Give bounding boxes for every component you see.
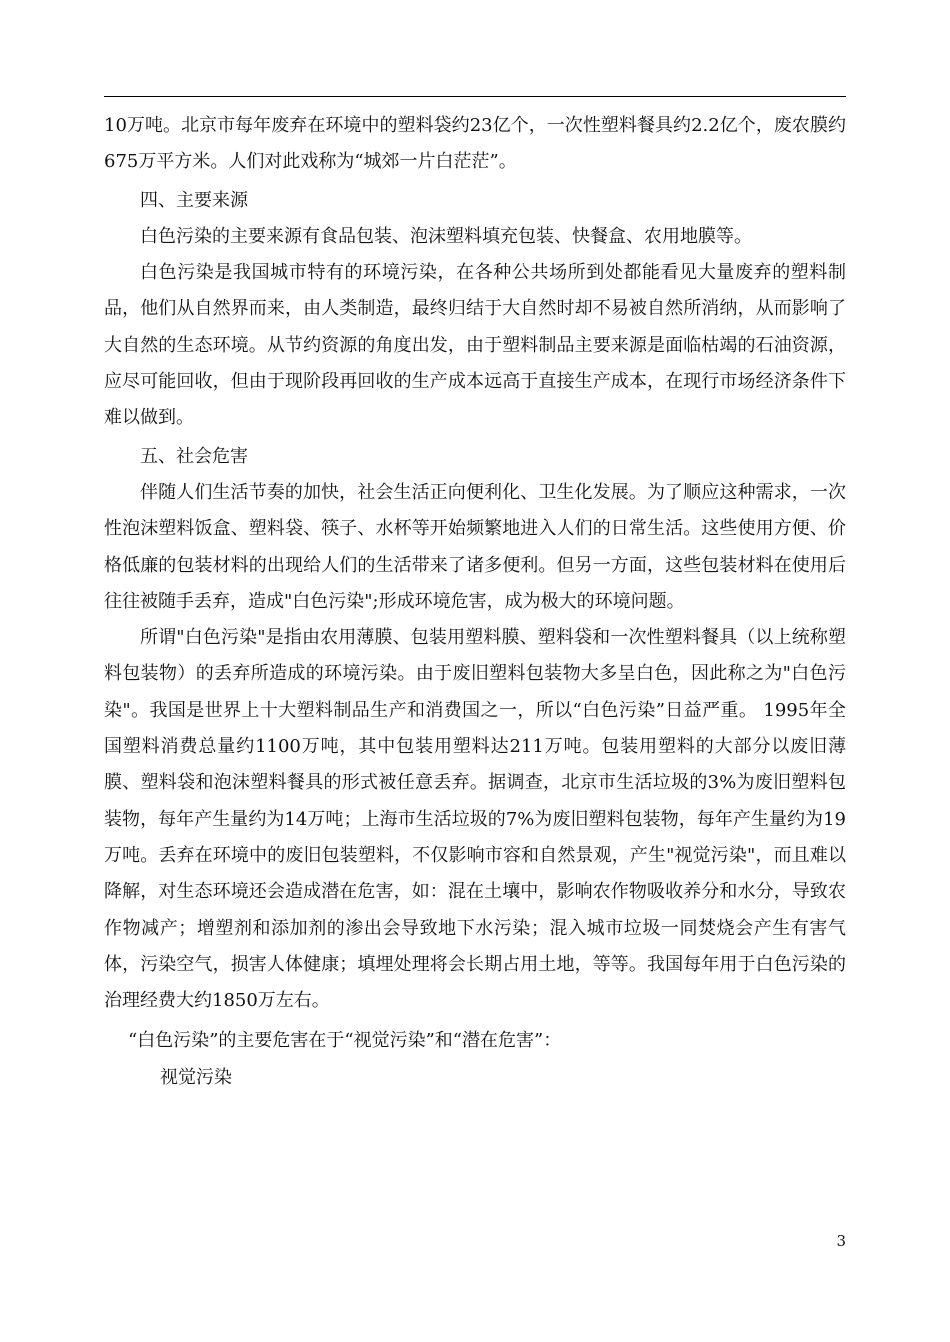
header-rule <box>104 96 846 97</box>
paragraph-definition: 所谓"白色污染"是指由农用薄膜、包装用塑料膜、塑料袋和一次性塑料餐具（以上统称塑料包装物）的丢弃所造成的环境污染。由于废旧塑料包装物大多呈白色，因此称之为"白色污染"。我国是世界上十大塑料制品生产和消费国之一，所以“白色污染”日益严重。 1995年全国塑料消费总量约1100万吨，其中包装用塑料达211万吨。包装用塑料的大部分以废旧薄膜、塑料袋和泡沫塑料餐具的形式被任意丢弃。据调查，北京市生活垃圾的3%为废旧塑料包装物，每年产生量约为14万吨；上海市生活垃圾的7%为废旧塑料包装物，每年产生量约为19万吨。丢弃在环境中的废旧包装塑料，不仅影响市容和自然景观，产生"视觉污染"，而且难以降解，对生态环境还会造成潜在危害，如：混在土壤中，影响农作物吸收养分和水分，导致农作物减产；增塑剂和添加剂的渗出会导致地下水污染；混入城市垃圾一同焚烧会产生有害气体，污染空气，损害人体健康；填埋处理将会长期占用土地，等等。我国每年用于白色污染的治理经费大约1850万左右。 <box>104 627 846 1012</box>
sub-heading-visual-pollution: 视觉污染 <box>160 1066 232 1088</box>
section-heading-social-harm: 五、社会危害 <box>140 445 248 467</box>
paragraph-main-sources: 白色污染的主要来源有食品包装、泡沫塑料填充包装、快餐盒、农用地膜等。 <box>140 225 752 247</box>
paragraph-continuation: 10万吨。北京市每年废弃在环境中的塑料袋约23亿个，一次性塑料餐具约2.2亿个，废农膜约675万平方米。人们对此戏称为“城郊一片白茫茫”。 <box>104 115 846 173</box>
paragraph-urban-pollution: 白色污染是我国城市特有的环境污染，在各种公共场所到处都能看见大量废弃的塑料制品，他们从自然界而来，由人类制造，最终归结于大自然时却不易被自然所消纳，从而影响了大自然的生态环境。从节约资源的角度出发，由于塑料制品主要来源是面临枯竭的石油资源，应尽可能回收，但由于现阶段再回收的生产成本远高于直接生产成本，在现行市场经济条件下难以做到。 <box>104 262 846 429</box>
paragraph-main-harm: “白色污染”的主要危害在于“视觉污染”和“潜在危害”： <box>128 1030 562 1052</box>
document-body <box>104 108 846 1096</box>
paragraph-lifestyle: 伴随人们生活节奏的加快，社会生活正向便利化、卫生化发展。为了顺应这种需求，一次性泡沫塑料饭盒、塑料袋、筷子、水杯等开始频繁地进入人们的日常生活。这些使用方便、价格低廉的包装材料的出现给人们的生活带来了诸多便利。但另一方面，这些包装材料在使用后往往被随手丢弃，造成"白色污染";形成环境危害，成为极大的环境问题。 <box>104 481 846 612</box>
page-number: 3 <box>836 1232 846 1250</box>
section-heading-main-sources: 四、主要来源 <box>140 189 248 211</box>
